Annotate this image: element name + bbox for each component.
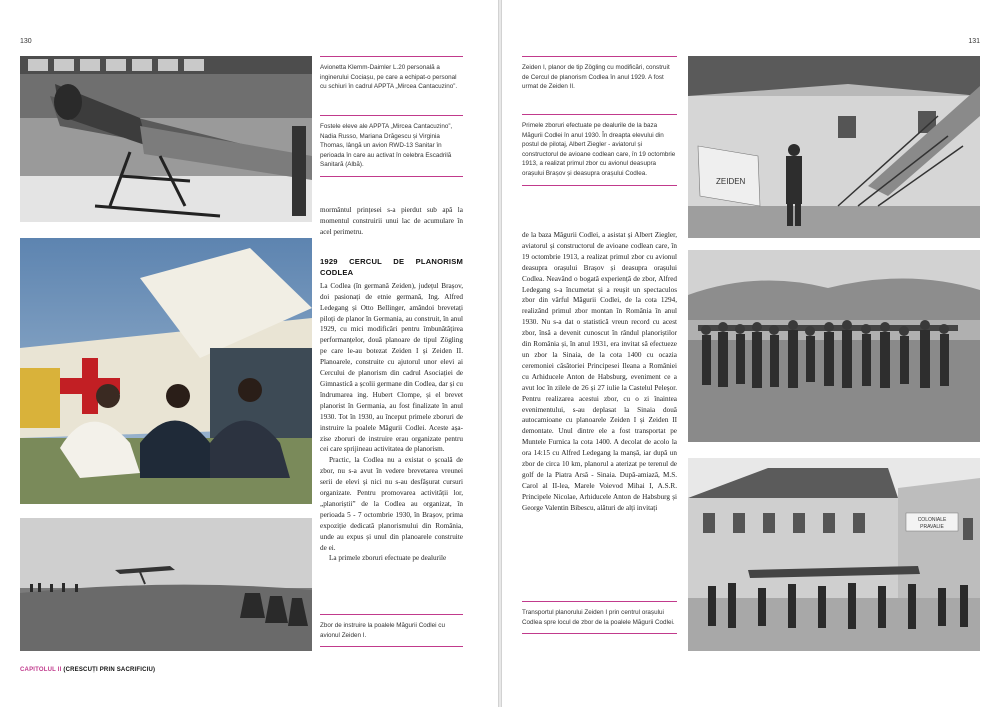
caption-training-flight: Zbor de instruire la poalele Măgurii Codlei cu avionul Zeiden I.	[320, 614, 463, 647]
photo-training-flight	[20, 518, 312, 651]
right-page	[502, 0, 1000, 707]
photo-glider-transport	[688, 458, 980, 651]
section-heading: 1929 CERCUL DE PLANORISM CODLEA	[320, 257, 463, 277]
caption-glider-transport: Transportul planorului Zeiden I prin centrul orașului Codlea spre locul de zbor de la poalele Măgurii Codlei.	[522, 601, 677, 634]
photo-zeiden-glider	[688, 56, 980, 238]
intro-paragraph: mormântul prințesei s-a pierdut sub apă la momentul construirii unui lac de acumulare în acel perimetru.	[320, 206, 463, 236]
shop-sign-1: COLONIALE	[917, 517, 947, 523]
page-number-right: 131	[968, 38, 980, 45]
paragraph-3: La primele zboruri efectuate pe dealurile	[329, 554, 447, 563]
left-page	[0, 0, 498, 707]
paragraph-1: La Codlea (în germană Zeiden), județul Brașov, doi pasionați de etnie germană, Ing. Alfred Ledegang și Otto Bellinger, amândoi brevetați piloți de planor în Germania, au construit, în anul 1929, cu mici modificări pentru îmbunătățirea performanțelor, două planoare de tipul Zögling pe care le-au botezat Zeiden I și Zeiden II. Planoarele, construite cu ajutorul unor elevi ai Cercului de planorism din cadrul Asociației de Gimnastică a școlii germane din Codlea, dar și cu îndrumarea ing. Hubert Clompe, și el brevet planorist în Germania, au fost finalizate în anul 1930. Tot în 1930, au început primele zboruri de instruire la poalele Măgurii Codlei. Aceste așa-zise zboruri de instruire erau organizate pentru cei care sprijineau activitatea de planorism.	[320, 281, 463, 454]
photo-women-rwd13	[20, 238, 312, 504]
page-number-left: 130	[20, 38, 32, 45]
intro-text-block	[320, 205, 463, 238]
caption-first-flights: Primele zboruri efectuate pe dealurile de la baza Măgurii Codlei în anul 1930. În dreapta elevului din postul de pilotaj, Albert Ziegler - aviatorul și constructorul de avioane codlean care, în 19 octombrie 1913, a realizat primul zbor cu avionul deasupra orașului Brașov și deasupra orașului Codlea.	[522, 114, 677, 186]
shop-sign-2: PRAVALIE	[920, 524, 944, 530]
article-body-right	[522, 230, 677, 514]
caption-klemm: Avionetta Klemm-Daimler L.20 personală a inginerului Cociașu, pe care a echipat-o personal cu schiuri în cadrul APPTA „Mircea Cantacuzino”.	[320, 56, 463, 92]
caption-rwd13: Fostele eleve ale APPTA „Mircea Cantacuzino”, Nadia Russo, Mariana Drăgescu și Virginia Thomas, lângă un avion RWD-13 Sanitar în perioada în care au activat în celebra Escadrilă Sanitară (Albă).	[320, 115, 463, 177]
article-body-left	[320, 255, 463, 564]
glider-label-text: ZEIDEN	[716, 177, 746, 186]
caption-zeiden-i: Zeiden I, planor de tip Zögling cu modificări, construit de Cercul de planorism Codlea în anul 1929. A fost urmat de Zeiden II.	[522, 56, 677, 92]
footer-title: (CRESCUȚI PRIN SACRIFICIU)	[63, 667, 156, 673]
photo-group-hill	[688, 250, 980, 442]
paragraph-2: Practic, la Codlea nu a existat o școală de zbor, nu s-a avut în vedere brevetarea vreunei serii de elevi și nici nu s-au desfășurat cursuri organizate. Pentru promovarea activității lor, „planoriștii” de la Codlea au organizat, în perioada 5 - 7 octombrie 1930, în Brașov, prima expoziție dedicată planorismului din România, unde au expus și unul din planoarele construite de ei.	[320, 456, 463, 552]
footer-chapter: CAPITOLUL II	[20, 667, 62, 673]
chapter-footer	[20, 667, 155, 673]
paragraph-continued: de la baza Măgurii Codlei, a asistat și Albert Ziegler, aviatorul și constructorul de avioane codlean care, în 19 octombrie 1913, a realizat primul zbor cu avionul deasupra orașului Brașov și deasupra orașului Codlea. Neavând o bogată experiență de zbor, Alfred Ledegang s-a încumetat și a reușit un spectaculos zbor din vârful Măgurii Codlei, de la cota 1294, realizând primul zbor montan în România în anul 1930. Nu s-a dat o statistică vreun record cu acest zbor, însă a devenit cunoscut în rândul planoriștilor din România și, în anul 1931, era invitat să efectueze un zbor la Sinaia, de la cota 1400 cu ocazia ceremoniei căsătoriei Principesei Ileana a României cu Arhiducele Anton de Habsburg, eveniment ce a avut loc în zilele de 26 și 27 iulie la Castelul Peleșor. Pentru realizarea acestui zbor, cu o zi înaintea evenimentului, s-au deplasat la Sinaia două autocamioane cu planoarele Zeiden I și Zeiden II demontate. Unul dintre ele a fost transportat pe Muntele Furnica la cota 1400. A decolat de acolo la ora 14:15 cu Alfred Ledegang la manșă, iar după un zbor de circa 10 km, planorul a aterizat pe terenul de golf de la Piatra Arsă - Sinaia. După-amiază, M.S. Carol al II-lea, Marele Voievod Mihai I, A.S.R. Principele Nicolae, Arhiducele Anton de Habsburg și George Valentin Bibescu, alături de alți invitați	[522, 231, 677, 512]
photo-klemm-airplane	[20, 56, 312, 222]
